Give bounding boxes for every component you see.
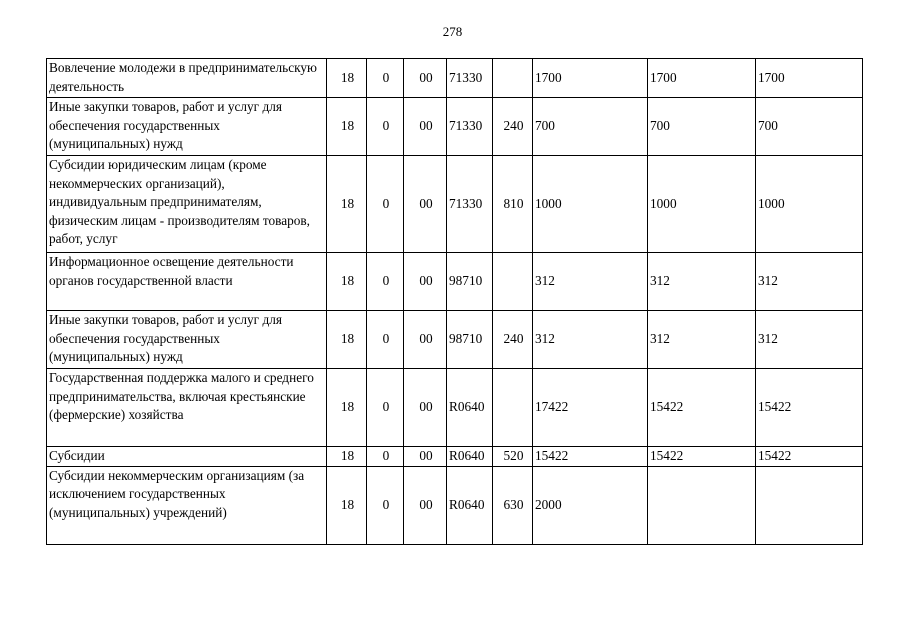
amount-year-1: 312 [533, 311, 648, 369]
table-row [47, 98, 863, 156]
amount-year-3: 312 [756, 311, 863, 369]
amount-year-3: 700 [756, 98, 863, 156]
code-section: 18 [327, 253, 367, 311]
amount-year-2: 15422 [648, 369, 756, 447]
amount-year-2: 15422 [648, 447, 756, 467]
code-section: 18 [327, 98, 367, 156]
code-program: 0 [367, 466, 404, 544]
code-direction: 71330 [447, 156, 493, 253]
code-section: 18 [327, 311, 367, 369]
table-row [47, 59, 863, 98]
code-direction: 98710 [447, 311, 493, 369]
code-program: 0 [367, 447, 404, 467]
code-subprogram: 00 [404, 369, 447, 447]
code-section: 18 [327, 369, 367, 447]
code-section: 18 [327, 447, 367, 467]
row-name: Субсидии некоммерческим организациям (за исключением государственных (муниципальных) учреждений) [47, 466, 327, 544]
row-name: Субсидии юридическим лицам (кроме некоммерческих организаций), индивидуальным предпринимателям, физическим лицам - производителям товаров, работ, услуг [47, 156, 327, 253]
code-expense-type: 240 [493, 311, 533, 369]
amount-year-1: 15422 [533, 447, 648, 467]
amount-year-2: 1700 [648, 59, 756, 98]
code-direction: R0640 [447, 447, 493, 467]
code-subprogram: 00 [404, 447, 447, 467]
code-expense-type: 810 [493, 156, 533, 253]
code-section: 18 [327, 466, 367, 544]
code-subprogram: 00 [404, 98, 447, 156]
row-name: Государственная поддержка малого и среднего предпринимательства, включая крестьянские (фермерские) хозяйства [47, 369, 327, 447]
amount-year-2: 312 [648, 311, 756, 369]
amount-year-2: 312 [648, 253, 756, 311]
code-direction: 71330 [447, 59, 493, 98]
code-subprogram: 00 [404, 466, 447, 544]
amount-year-2 [648, 466, 756, 544]
code-expense-type: 520 [493, 447, 533, 467]
amount-year-1: 17422 [533, 369, 648, 447]
amount-year-1: 700 [533, 98, 648, 156]
code-program: 0 [367, 311, 404, 369]
amount-year-1: 1000 [533, 156, 648, 253]
code-direction: R0640 [447, 466, 493, 544]
code-expense-type [493, 253, 533, 311]
row-name: Информационное освещение деятельности органов государственной власти [47, 253, 327, 311]
row-name: Субсидии [47, 447, 327, 467]
code-expense-type [493, 59, 533, 98]
amount-year-3: 1000 [756, 156, 863, 253]
row-name: Иные закупки товаров, работ и услуг для обеспечения государственных (муниципальных) нужд [47, 311, 327, 369]
amount-year-1: 2000 [533, 466, 648, 544]
code-subprogram: 00 [404, 59, 447, 98]
amount-year-1: 312 [533, 253, 648, 311]
amount-year-3: 15422 [756, 369, 863, 447]
code-section: 18 [327, 59, 367, 98]
code-section: 18 [327, 156, 367, 253]
amount-year-3: 312 [756, 253, 863, 311]
table-body [47, 59, 863, 545]
code-direction: R0640 [447, 369, 493, 447]
table-row [47, 369, 863, 447]
code-expense-type: 630 [493, 466, 533, 544]
row-name: Иные закупки товаров, работ и услуг для обеспечения государственных (муниципальных) нужд [47, 98, 327, 156]
code-direction: 71330 [447, 98, 493, 156]
code-direction: 98710 [447, 253, 493, 311]
code-program: 0 [367, 369, 404, 447]
code-subprogram: 00 [404, 311, 447, 369]
code-program: 0 [367, 98, 404, 156]
amount-year-3: 1700 [756, 59, 863, 98]
code-expense-type [493, 369, 533, 447]
code-program: 0 [367, 156, 404, 253]
table-row [47, 253, 863, 311]
row-name: Вовлечение молодежи в предпринимательскую деятельность [47, 59, 327, 98]
table-row [47, 466, 863, 544]
table-row [47, 156, 863, 253]
table-row [47, 311, 863, 369]
amount-year-2: 1000 [648, 156, 756, 253]
code-subprogram: 00 [404, 253, 447, 311]
budget-table [46, 58, 863, 545]
code-program: 0 [367, 59, 404, 98]
amount-year-1: 1700 [533, 59, 648, 98]
code-program: 0 [367, 253, 404, 311]
table-row [47, 447, 863, 467]
amount-year-2: 700 [648, 98, 756, 156]
code-subprogram: 00 [404, 156, 447, 253]
page-number: 278 [442, 24, 463, 39]
code-expense-type: 240 [493, 98, 533, 156]
amount-year-3: 15422 [756, 447, 863, 467]
amount-year-3 [756, 466, 863, 544]
